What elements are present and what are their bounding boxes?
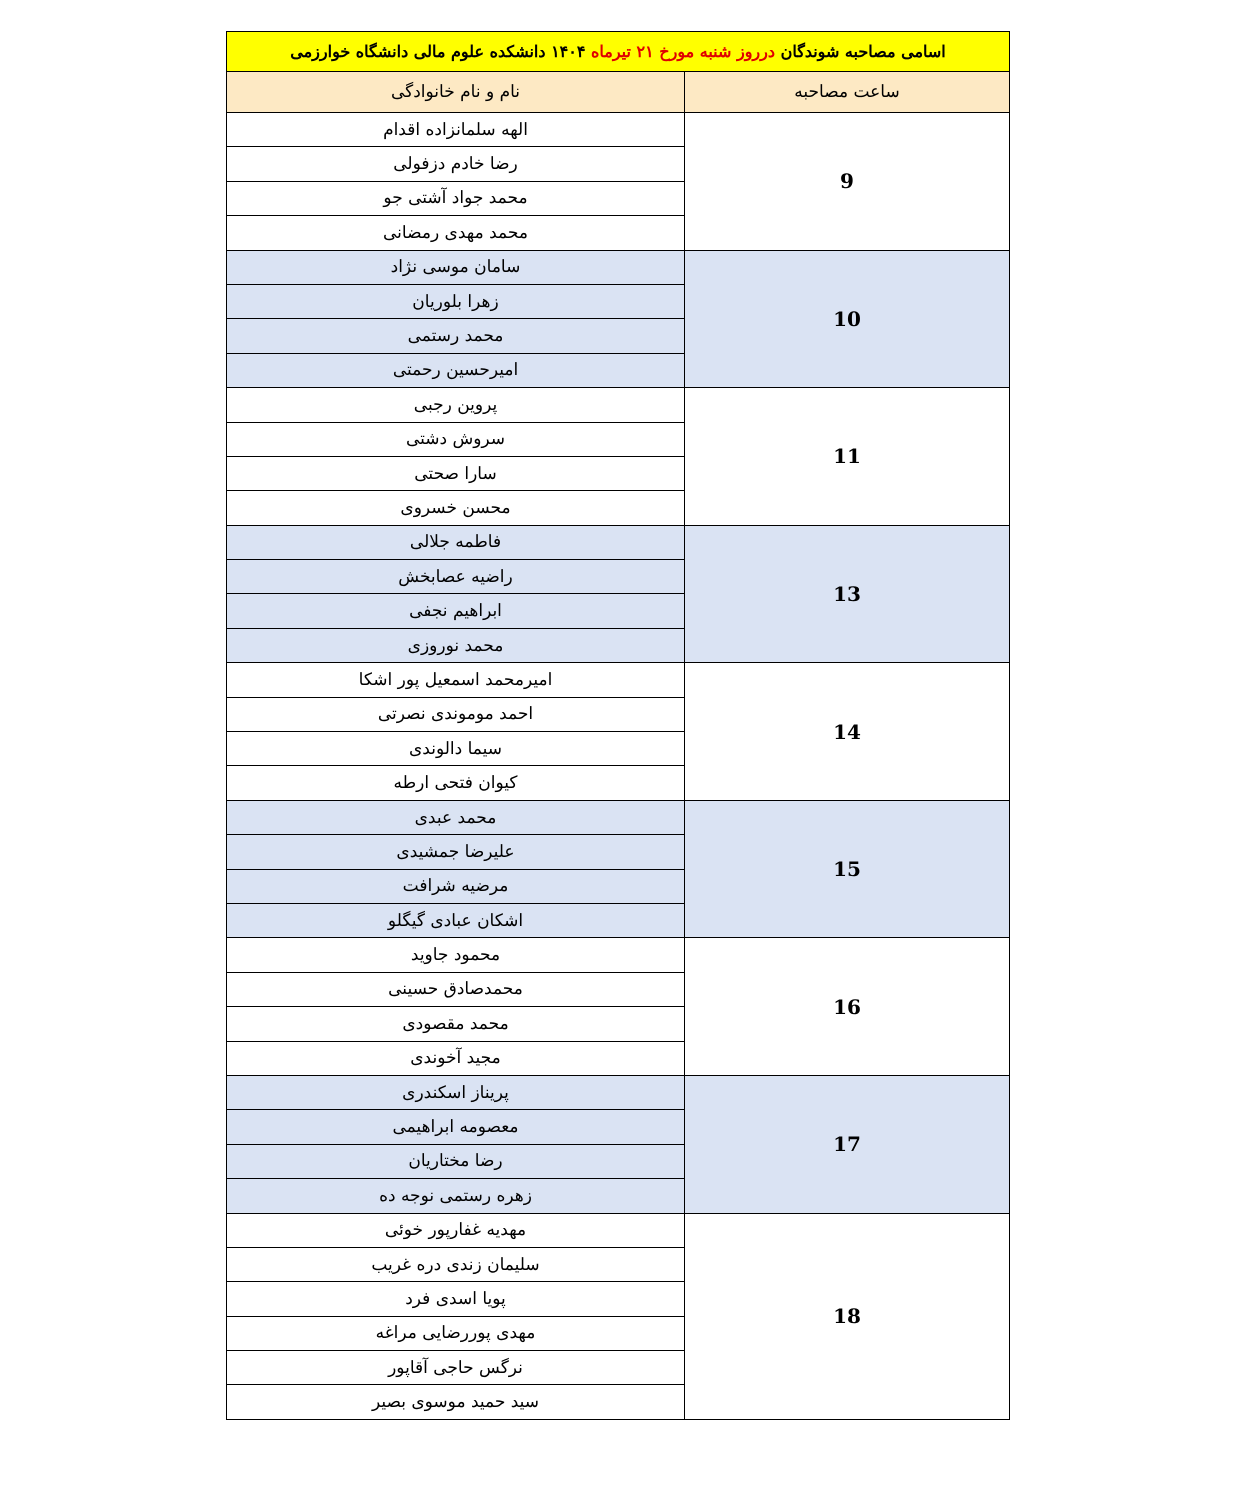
candidate-name: محمد رستمی — [227, 319, 685, 353]
table-row — [227, 525, 1010, 559]
candidate-name: مهدی پوررضایی مراغه — [227, 1316, 685, 1350]
candidate-name: رضا مختاریان — [227, 1144, 685, 1178]
table-row — [227, 113, 1010, 147]
candidate-name: پروین رجبی — [227, 388, 685, 422]
title-part-3: ۱۴۰۴ دانشکده علوم مالی دانشگاه خوارزمی — [290, 42, 586, 61]
candidate-name: معصومه ابراهیمی — [227, 1110, 685, 1144]
candidate-name: سامان موسی نژاد — [227, 250, 685, 284]
table-row — [227, 938, 1010, 972]
interview-hour: 10 — [685, 250, 1010, 388]
candidate-name: علیرضا جمشیدی — [227, 835, 685, 869]
candidate-name: امیرحسین رحمتی — [227, 353, 685, 387]
candidate-name: احمد موموندی نصرتی — [227, 697, 685, 731]
header-row — [227, 72, 1010, 113]
candidate-name: سلیمان زندی دره غریب — [227, 1247, 685, 1281]
header-name: نام و نام خانوادگی — [227, 72, 685, 113]
interview-hour: 11 — [685, 388, 1010, 526]
header-hour: ساعت مصاحبه — [685, 72, 1010, 113]
candidate-name: سارا صحتی — [227, 456, 685, 490]
candidate-name: زهره رستمی نوجه ده — [227, 1179, 685, 1213]
candidate-name: محمدصادق حسینی — [227, 972, 685, 1006]
interview-hour: 15 — [685, 800, 1010, 938]
table-row — [227, 800, 1010, 834]
candidate-name: سیما دالوندی — [227, 732, 685, 766]
candidate-name: سروش دشتی — [227, 422, 685, 456]
candidate-name: نرگس حاجی آقاپور — [227, 1351, 685, 1385]
table-row — [227, 388, 1010, 422]
candidate-name: زهرا بلوریان — [227, 284, 685, 318]
interview-hour: 9 — [685, 113, 1010, 251]
page-title — [227, 32, 1010, 72]
candidate-name: رضا خادم دزفولی — [227, 147, 685, 181]
candidate-name: مرضیه شرافت — [227, 869, 685, 903]
candidate-name: امیرمحمد اسمعیل پور اشکا — [227, 663, 685, 697]
candidate-name: محمد مهدی رمضانی — [227, 216, 685, 250]
candidate-name: محمد جواد آشتی جو — [227, 181, 685, 215]
candidate-name: محمود جاوید — [227, 938, 685, 972]
candidate-name: ابراهیم نجفی — [227, 594, 685, 628]
candidate-name: محمد نوروزی — [227, 628, 685, 662]
interview-hour: 17 — [685, 1075, 1010, 1213]
interview-hour: 18 — [685, 1213, 1010, 1419]
candidate-name: پویا اسدی فرد — [227, 1282, 685, 1316]
candidate-name: فاطمه جلالی — [227, 525, 685, 559]
candidate-name: مجید آخوندی — [227, 1041, 685, 1075]
table-row — [227, 663, 1010, 697]
table-row — [227, 250, 1010, 284]
interview-hour: 16 — [685, 938, 1010, 1076]
candidate-name: محمد عبدی — [227, 800, 685, 834]
candidate-name: کیوان فتحی ارطه — [227, 766, 685, 800]
candidate-name: اشکان عبادی گیگلو — [227, 903, 685, 937]
candidate-name: الهه سلمانزاده اقدام — [227, 113, 685, 147]
interview-hour: 14 — [685, 663, 1010, 801]
candidate-name: سید حمید موسوی بصیر — [227, 1385, 685, 1419]
title-part-1: اسامی مصاحبه شوندگان — [780, 42, 946, 61]
candidate-name: محسن خسروی — [227, 491, 685, 525]
candidate-name: مهدیه غفارپور خوئی — [227, 1213, 685, 1247]
candidate-name: پریناز اسکندری — [227, 1075, 685, 1109]
table-row — [227, 1075, 1010, 1109]
interview-schedule-table — [226, 31, 1010, 1420]
candidate-name: راضیه عصابخش — [227, 560, 685, 594]
interview-hour: 13 — [685, 525, 1010, 663]
title-date: درروز شنبه مورخ ۲۱ تیرماه — [591, 42, 775, 61]
table-row — [227, 1213, 1010, 1247]
title-row — [227, 32, 1010, 72]
candidate-name: محمد مقصودی — [227, 1007, 685, 1041]
